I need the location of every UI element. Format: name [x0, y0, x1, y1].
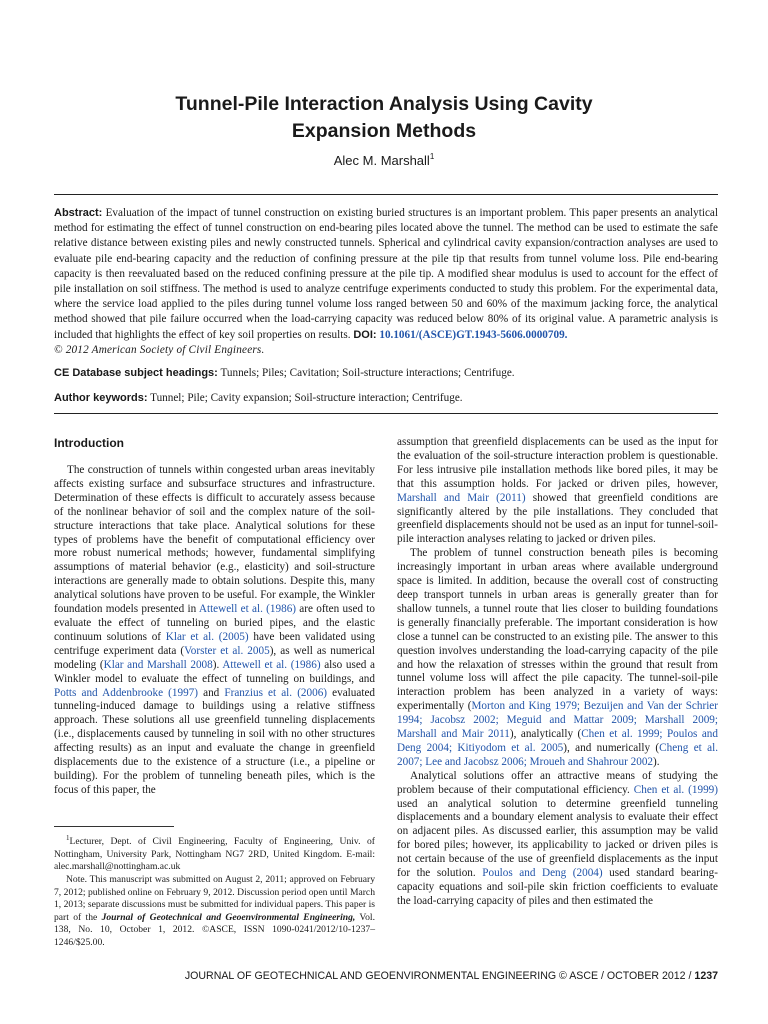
footnote-marker: 1 [66, 834, 70, 842]
author-footnote-marker: 1 [429, 152, 435, 161]
text-run: used standard bearing-capacity equations and soil-pile skin friction coefficients to evaluate the load-carrying capacity of piles and then estimated the [397, 867, 718, 907]
author-keywords-label: Author keywords: [54, 392, 148, 404]
author-line [100, 152, 668, 168]
citation-link[interactable]: Poulos and Deng (2004) [482, 867, 603, 880]
text-run: ), analytically ( [509, 728, 582, 741]
copyright: © 2012 American Society of Civil Engineers. [54, 343, 265, 356]
abstract [54, 206, 718, 358]
text-run: ). [212, 658, 220, 671]
note-text: Vol. 138, No. 10, October 1, 2012. ©ASCE, ISSN 1090-0241/2012/10-1237–1246/$25.00. [54, 911, 375, 948]
intro-paragraph-2 [397, 547, 718, 770]
subject-headings-label: CE Database subject headings: [54, 367, 218, 379]
paper-title [100, 91, 668, 145]
title-line-1: Tunnel-Pile Interaction Analysis Using Cavity [175, 93, 593, 115]
author-keywords [54, 391, 718, 406]
author-name: Alec M. Marshall [333, 153, 430, 168]
intro-paragraph-1-cont [397, 436, 718, 547]
note-text: Note. This manuscript was submitted on August 2, 2011; approved on February 7, 2012; published online on February 9, 2012. Discussion period open until March 1, 2013; separate discussions must be submitted for individual papers. This paper is part of the [54, 873, 375, 923]
text-run: used an analytical solution to determine greenfield tunneling displacements and a boundary element analysis to evaluate their effect on adjacent piles. As discussed earlier, this assumption may be valid for bored piles; however, its applicability to jacked or driven piles is not certain because of the use of greenfield displacements as the input for the solution. [397, 797, 718, 880]
citation-link[interactable]: Potts and Addenbrooke (1997) [54, 686, 198, 699]
citation-link[interactable]: Attewell et al. (1986) [222, 658, 321, 671]
subject-headings [54, 366, 718, 381]
title-line-2: Expansion Methods [291, 120, 477, 142]
text-run: ). [653, 755, 660, 768]
citation-link[interactable]: Cheng et al. 2007; Lee and Jacobsz 2006; Mroueh and Shahrour 2002 [397, 741, 718, 768]
citation-link[interactable]: Franzius et al. (2006) [224, 686, 328, 699]
page-footer [54, 970, 718, 982]
intro-paragraph-3 [397, 770, 718, 909]
text-run: and [203, 686, 220, 699]
doi-link[interactable]: 10.1061/(ASCE)GT.1943-5606.0000709. [379, 328, 568, 341]
text-run: ), and numerically ( [563, 741, 660, 754]
text-run: The construction of tunnels within congested urban areas inevitably affects existing surface and subsurface structures and infrastructure. Determination of these effects is difficult to accurately assess because of the nonlinear behavior of soil and the complex nature of the soil-structure interactions that take place. Analytical solutions for these types of problems have the benefit of computational efficiency over more robust numerical methods; however, fundamental simplifying assumptions of material behavior (e.g., elasticity) and soil-structure interactions are generally made to obtain solutions. Despite this, many analytical solutions have proven to be useful. For example, the Winkler foundation models presented in [54, 464, 375, 616]
citation-link[interactable]: Marshall and Mair (2011) [397, 491, 526, 504]
text-run: ), as well as numerical modeling ( [54, 644, 375, 671]
footnote [54, 832, 375, 950]
right-column [397, 436, 718, 909]
left-column [54, 464, 375, 798]
text-run: have been validated using centrifuge experiment data ( [54, 630, 376, 657]
text-run: evaluated tunneling-induced damage to buildings using a relative stiffness approach. These solutions all use greenfield tunneling displacements (i.e., displacements caused by tunneling in soil with no other structures affecting results) as an input and evaluate the change in greenfield displacements due to the existence of a structure (i.e., a pipeline or building). For the problem of tunneling beneath piles, which is the focus of this paper, the [54, 686, 376, 796]
intro-paragraph-1 [54, 464, 375, 798]
affiliation-text: Lecturer, Dept. of Civil Engineering, Faculty of Engineering, Univ. of Nottingham, University Park, Nottingham NG7 2RD, United Kingdom. E-mail: alec.marshall@nottingham.ac.uk [54, 836, 375, 873]
citation-link[interactable]: Klar and Marshall 2008 [103, 658, 213, 671]
subject-headings-text: Tunnels; Piles; Cavitation; Soil-structure interactions; Centrifuge. [220, 367, 515, 379]
citation-link[interactable]: Chen et al. (1999) [633, 783, 719, 796]
text-run: Analytical solutions offer an attractive means of studying the problem because of their computational efficiency. [397, 769, 718, 796]
text-run: also used a Winkler model to evaluate the effect of tunneling on buildings, and [54, 658, 375, 685]
abstract-text: Evaluation of the impact of tunnel construction on existing buried structures is an important problem. This paper presents an analytical method for estimating the effect of tunnel construction on end-bearing piles located above the tunnel. The method can be used to estimate the safe relative distance between existing piles and newly constructed tunnels. Spherical and cylindrical cavity expansion/contraction analyses are used to evaluate pile end-bearing capacity and the reduction of confining pressure at the pile tip that results from tunnel volume loss. Pile end-bearing capacity is then reevaluated based on the reduced confining pressure at the pile tip. A modified shear modulus is used to account for the effect of pile installation on soil stiffness. The method is used to analyze centrifuge experiments conducted to study this problem. For the experimental data, where the service load applied to the piles during tunnel volume loss ranged between 50 and 60% of the maximum jacking force, the analytical method showed that pile failure occurred when the load-carrying capacity was reduced below 80% of its original value. A parametric analysis is included that highlights the effect of key soil properties on results. [54, 207, 718, 341]
footnote-rule [54, 826, 174, 827]
abstract-label: Abstract: [54, 207, 103, 219]
citation-link[interactable]: Morton and King 1979; Bezuijen and Van der Schrier 1994; Jacobsz 2002; Meguid and Mattar 2009; Marshall 2009; Marshall and Mair 2011 [397, 700, 718, 741]
introduction-heading: Introduction [54, 436, 124, 450]
footnote-affiliation [54, 832, 375, 874]
text-run: are often used to evaluate the effect of tunneling on buried pipes, and the elastic continuum solutions of [54, 603, 375, 643]
citation-link[interactable]: Vorster et al. 2005 [184, 644, 270, 657]
journal-footer-text: JOURNAL OF GEOTECHNICAL AND GEOENVIRONMENTAL ENGINEERING © ASCE / OCTOBER 2012 / [184, 970, 692, 982]
text-run: The problem of tunnel construction beneath piles is becoming increasingly important in urban areas where available underground space is limited. In addition, because the overall cost of constructing deep transport tunnels in urban areas is generally greater than for shallow tunnels, a tunnel route that lies closer to building foundations is generally financially preferable. The important consideration is how close a tunnel can be constructed to an existing pile. The answer to this question involves understanding the load-carrying capacity of the pile and how the relaxation of stresses within the ground that result from tunnel volume loss will affect the pile capacity. The tunnel-soil-pile interaction problem has been analyzed in a variety of ways: experimentally ( [397, 547, 718, 713]
author-keywords-text: Tunnel; Pile; Cavity expansion; Soil-structure interaction; Centrifuge. [150, 392, 463, 404]
top-rule [54, 194, 718, 195]
citation-link[interactable]: Chen et al. 1999; Poulos and Deng 2004; Kitiyodom et al. 2005 [397, 728, 718, 754]
page-number: 1237 [694, 970, 718, 982]
citation-link[interactable]: Attewell et al. (1986) [198, 603, 297, 616]
doi-label: DOI: [353, 328, 377, 341]
text-run: assumption that greenfield displacements can be used as the input for the evaluation of the soil-structure interaction problem is questionable. For less intrusive pile installation methods like bored piles, it may be that this assumption holds. For jacked or driven piles, however, [397, 436, 718, 490]
bottom-rule [54, 413, 718, 414]
text-run: showed that greenfield conditions are significantly altered by the pile installations. They concluded that greenfield displacements should not be used as an input for tunnel-soil-pile interaction analyses relating to jacked or driven piles. [397, 491, 718, 546]
journal-name: Journal of Geotechnical and Geoenvironmental Engineering, [101, 911, 356, 923]
citation-link[interactable]: Klar et al. (2005) [165, 630, 249, 643]
footnote-note [54, 874, 375, 950]
